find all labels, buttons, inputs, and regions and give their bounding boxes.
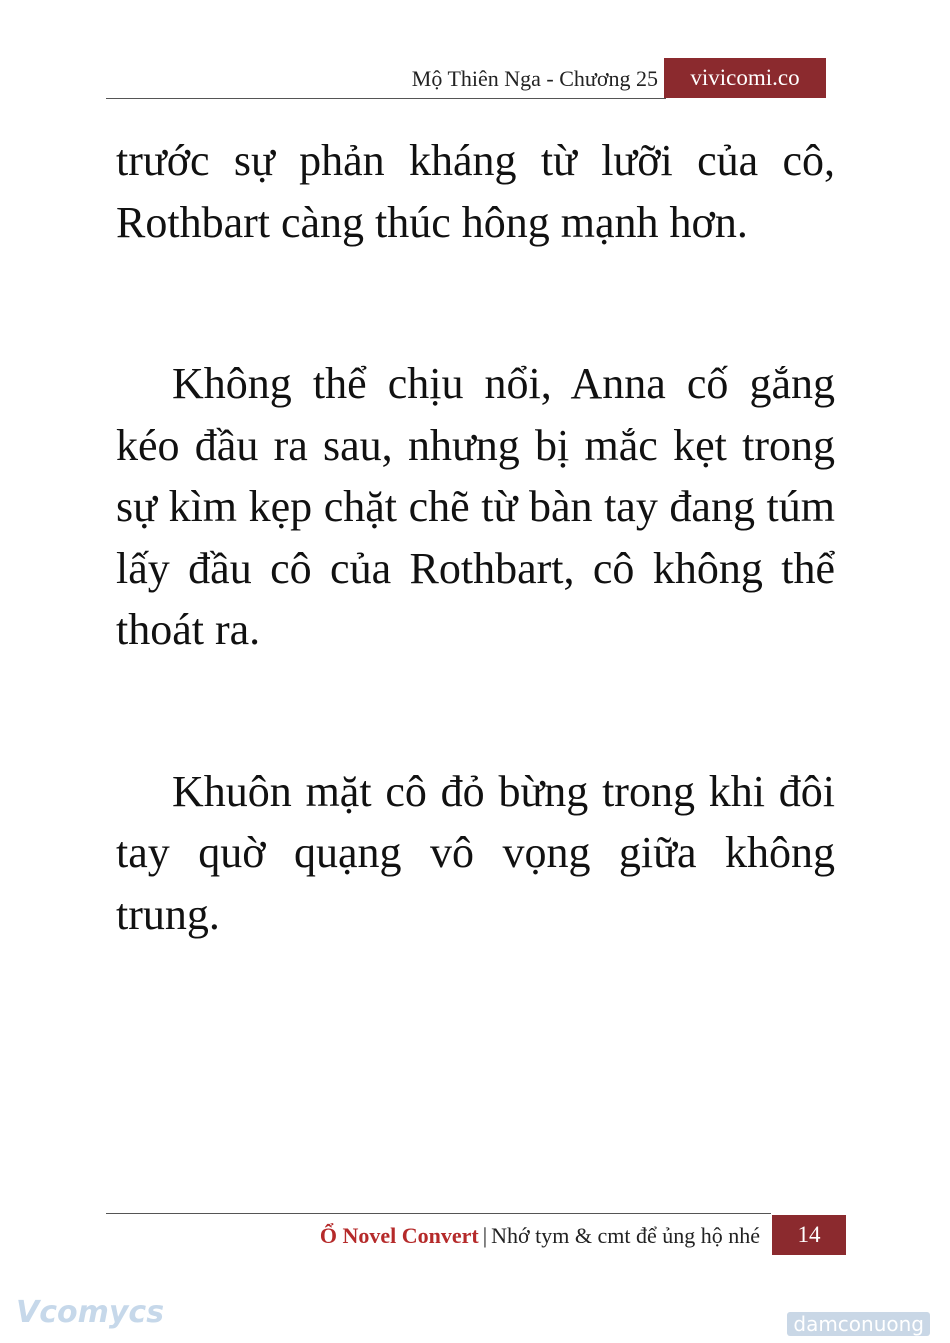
footer-brand: Ổ Novel Convert	[319, 1223, 479, 1248]
site-badge: vivicomi.co	[664, 58, 826, 98]
footer-separator: |	[482, 1223, 488, 1248]
chapter-title: Mộ Thiên Nga - Chương 25	[411, 66, 658, 91]
watermark-left-logo: Vcomycs	[16, 1295, 165, 1330]
paragraph-1: trước sự phản kháng từ lưỡi của cô, Rothbart càng thúc hông mạnh hơn.	[116, 136, 835, 247]
page-header	[106, 58, 826, 100]
footer-text	[320, 1223, 760, 1249]
watermark-right: damconuong	[787, 1312, 930, 1336]
paragraph-2: Không thể chịu nổi, Anna cố gắng kéo đầu ra sau, nhưng bị mắc kẹt trong sự kìm kẹp chặt chẽ từ bàn tay đang túm lấy đầu cô của Rothbart, cô không thể thoát ra.	[116, 359, 835, 654]
footer-message: Nhớ tym & cmt để ủng hộ nhé	[491, 1223, 760, 1248]
header-divider	[106, 98, 666, 99]
footer-divider	[106, 1213, 771, 1214]
paragraph-3: Khuôn mặt cô đỏ bừng trong khi đôi tay quờ quạng vô vọng giữa không trung.	[116, 766, 835, 939]
page-number: 14	[772, 1215, 846, 1255]
page-footer	[106, 1213, 846, 1257]
page-content	[116, 130, 835, 945]
